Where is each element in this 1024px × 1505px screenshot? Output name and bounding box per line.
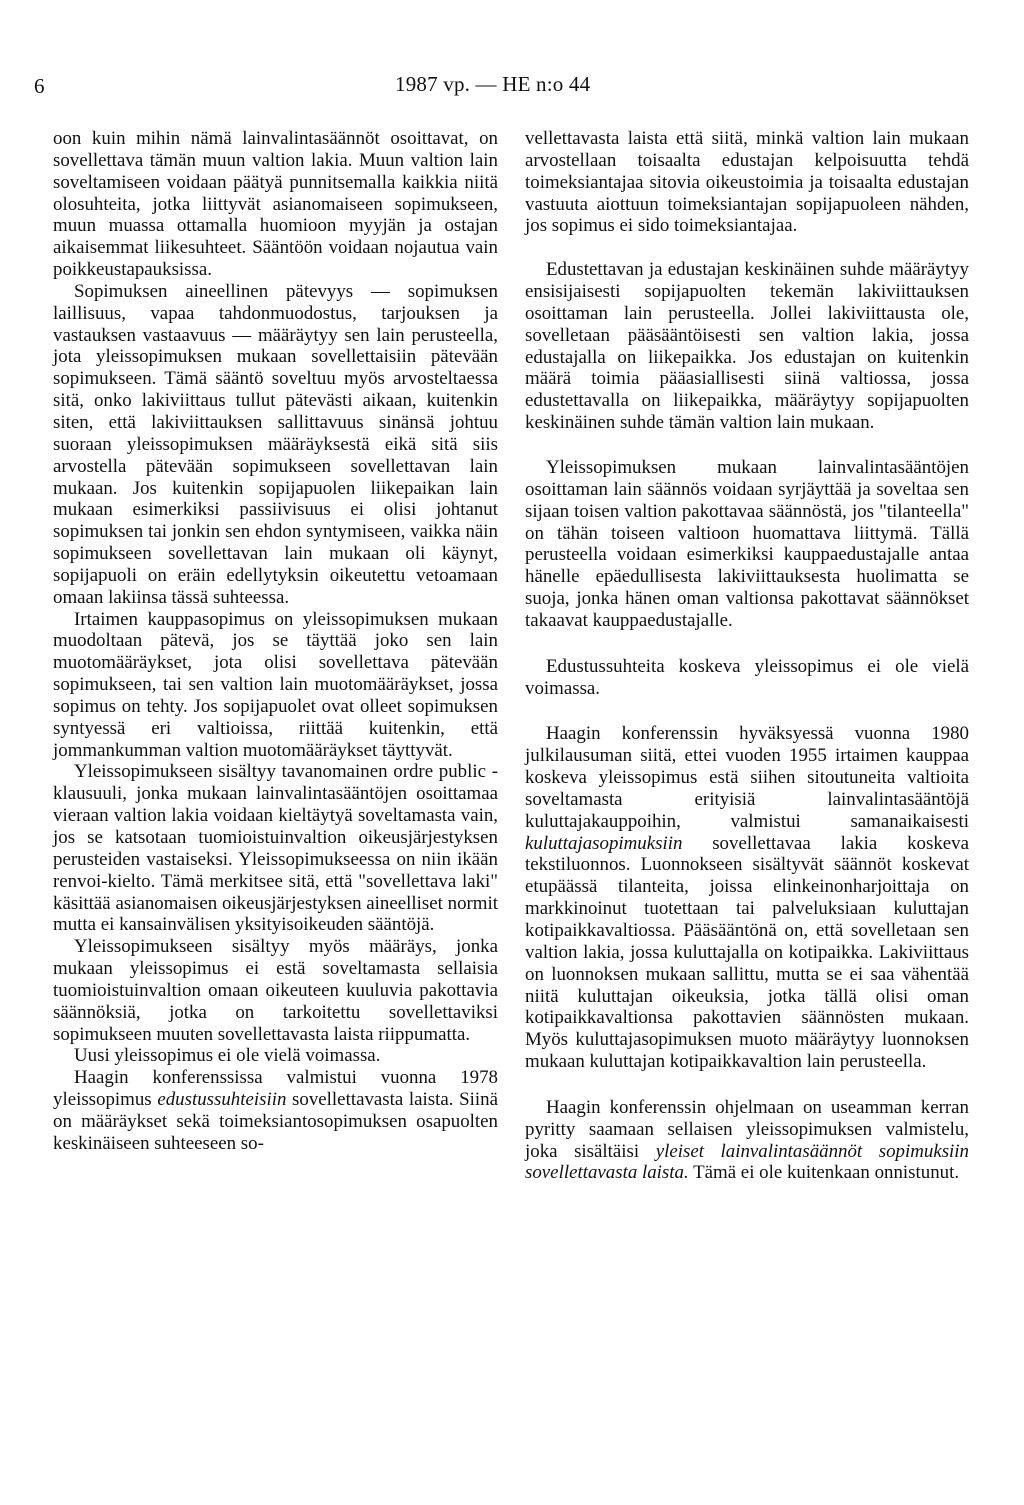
page-number: 6 [34,74,45,98]
paragraph-left-6: Uusi yleissopimus ei ole vielä voimassa. [74,1045,381,1067]
running-head: 1987 vp. — HE n:o 44 [395,72,591,96]
paragraph-gap [525,434,969,457]
paragraph-gap [525,632,969,656]
italic-term-kuluttajasopimuksiin: kuluttajasopimuksiin [525,832,683,854]
paragraph-left-7-part-1: Haagin konferenssissa valmistui vuonna 1978 yleissopimus [53,1067,498,1111]
italic-term-lainvalintasaannot: yleiset lainvalintasäännöt sopimuksiin sovellettavasta laista. [525,1140,969,1184]
paragraph-left-2: Sopimuksen aineellinen pätevyys — sopimuksen laillisuus, vapaa tahdonmuodostus, tarjouksen ja vastauksen vastaavuus — määräytyy sen lain perusteella, jota yleissopimuksen mukaan sovellettaisiin pätevään sopimukseen. Tämä sääntö soveltuu myös arvosteltaessa sitä, onko lakiviittaus tullut pätevästi aikaan, kuitenkin siten, että lakiviittauksen sallittavuus sinänsä johtuu suoraan yleissopimuksen määräyksestä eikä sitä siis arvostella pätevään sopimukseen sovellettavan lain mukaan. Jos kuitenkin sopijapuolen liikepaikan lain mukaan esimerkiksi passiivisuus ei olisi johtanut sopimuksen tai jonkin sen ehdon syntymiseen, vaikka näin sopimukseen sovellettavan lain mukaan oli käynyt, sopijapuoli on eräin edellytyksin oikeutettu vetoamaan omaan lakiinsa tässä suhteessa. [53,280,498,608]
paragraph-right-4: Edustussuhteita koskeva yleissopimus ei ole vielä voimassa. [525,655,969,699]
paragraph-left-5: Yleissopimukseen sisältyy myös määräys, jonka mukaan yleissopimus ei estä soveltamasta sellaisia tuomioistuinvaltion omaan oikeuteen kuuluvia pakottavia säännöksiä, jotka on tarkoitettu sovellettaviksi sopimukseen muuten sovellettavasta laista riippumatta. [53,936,498,1045]
paragraph-left-7 [53,1067,498,1154]
paragraph-right-1: vellettavasta laista että siitä, minkä valtion lain mukaan arvostellaan toisaalta edustajan kelpoisuutta tehdä toimeksiantajaa sitovia oikeustoimia ja toisaalta edustajan vastuuta aiottuun toimeksiantajan sopijapuoleen nähden, jos sopimus ei sido toimeksiantajaa. [525,128,969,237]
italic-term-edustussuhteisiin: edustussuhteisiin [157,1089,287,1111]
paragraph-left-4: Yleissopimukseen sisältyy tavanomainen ordre public -klausuuli, jonka mukaan lainvalintasääntöjen osoittamaa vieraan valtion lakia voidaan kieltäytyä soveltamasta vain, jos se katsotaan tuomioistuinvaltion oikeusjärjestyksen perusteiden vastaiseksi. Yleissopimukseessa on niin ikään renvoi-kielto. Tämä merkitsee sitä, että "sovellettava laki" käsittää asianomaisen oikeusjärjestyksen aineelliset normit mutta ei kansainvälisen yksityisoikeuden sääntöjä. [53,761,498,936]
paragraph-right-5 [525,723,969,1073]
paragraph-right-3: Yleissopimuksen mukaan lainvalintasääntöjen osoittaman lain säännös voidaan syrjäyttää ja soveltaa sen sijaan toisen valtion pakottavaa säännöstä, jos "tilanteella" on tähän toiseen valtioon huomattava liittymä. Tällä perusteella voidaan esimerkiksi kauppaedustajalle antaa hänelle epäedullisesta lakiviittauksesta huolimatta se suoja, jonka hänen oman valtionsa pakottavat säännökset takaavat kauppaedustajalle. [525,456,969,631]
paragraph-right-6-part-1: Haagin konferenssin ohjelmaan on useamman kerran pyritty saamaan sellaisen yleissopimuksen valmistelu, joka sisältäisi [525,1096,969,1162]
paragraph-left-3: Irtaimen kauppasopimus on yleissopimuksen mukaan muodoltaan pätevä, jos se täyttää joko sen lain muotomääräykset, jota olisi sovellettava pätevään sopimukseen, tai sen valtion lain muotomääräykset, jossa sopimus on tehty. Jos sopijapuolet ovat olleet sopimuksen syntyessä eri valtioissa, riittää kuitenkin, että jommankumman valtion muotomääräykset täyttyvät. [53,608,498,761]
paragraph-right-6-part-2: Tämä ei ole kuitenkaan onnistunut. [688,1162,960,1184]
left-column [53,128,498,1155]
paragraph-right-5-part-2: sovellettavaa lakia koskeva tekstiluonnos. Luonnokseen sisältyvät säännöt koskevat etupäässä tilanteita, joissa elinkeinonharjoittaja on markkinoinut tuotettaan tai palveluksiaan kuluttajan kotipaikkavaltiossa. Pääsääntönä on, että sovelletaan sen valtion lakia, jossa kuluttajalla on kotipaikka. Lakiviittaus on luonnoksen mukaan sallittu, mutta se ei saa vähentää niitä kuluttajan oikeuksia, jotka tällä olisi oman kotipaikkavaltionsa pakottavien säännösten mukaan. Myös kuluttajasopimuksen muoto määräytyy luonnoksen mukaan kuluttajan kotipaikkavaltion lain perusteella. [525,832,969,1073]
paragraph-gap [525,1073,969,1097]
paragraph-right-6 [525,1097,969,1184]
right-column [525,128,969,1184]
paragraph-left-7-part-2: sovellettavasta laista. Siinä on määräykset sekä toimeksiantosopimuksen osapuolten keskinäiseen suhteeseen so- [53,1089,498,1154]
paragraph-gap [525,699,969,723]
paragraph-right-2: Edustettavan ja edustajan keskinäinen suhde määräytyy ensisijaisesti sopijapuolten tekemän lakiviittauksen osoittaman lain perusteella. Jollei lakiviittausta ole, sovelletaan pääsääntöisesti sen valtion lakia, jossa edustajalla on liikepaikka. Jos edustajan on kuitenkin määrä toimia pääasiallisesti siinä valtiossa, jossa edustettavalla on liikepaikka, määräytyy sopijapuolten keskinäinen suhde tämän valtion lain mukaan. [525,259,969,434]
paragraph-gap [525,237,969,259]
paragraph-left-1: oon kuin mihin nämä lainvalintasäännöt osoittavat, on sovellettava tämän muun valtion lakia. Muun valtion lain soveltamiseen voidaan päätyä punnitsemalla kaikkia niitä olosuhteita, jotka liittyvät asianomaiseen sopimukseen, muun muassa ottamalla huomioon myyjän ja ostajan aikaisemmat liikesuhteet. Sääntöön voidaan nojautua vain poikkeustapauksissa. [53,128,498,281]
paragraph-right-5-part-1: Haagin konferenssin hyväksyessä vuonna 1980 julkilausuman siitä, ettei vuoden 1955 irtaimen kauppaa koskeva yleissopimus estä siihen sitoutuneita valtioita soveltamasta erityisiä lainvalintasääntöjä kuluttajakauppoihin, valmistui samanaikaisesti [525,723,969,832]
